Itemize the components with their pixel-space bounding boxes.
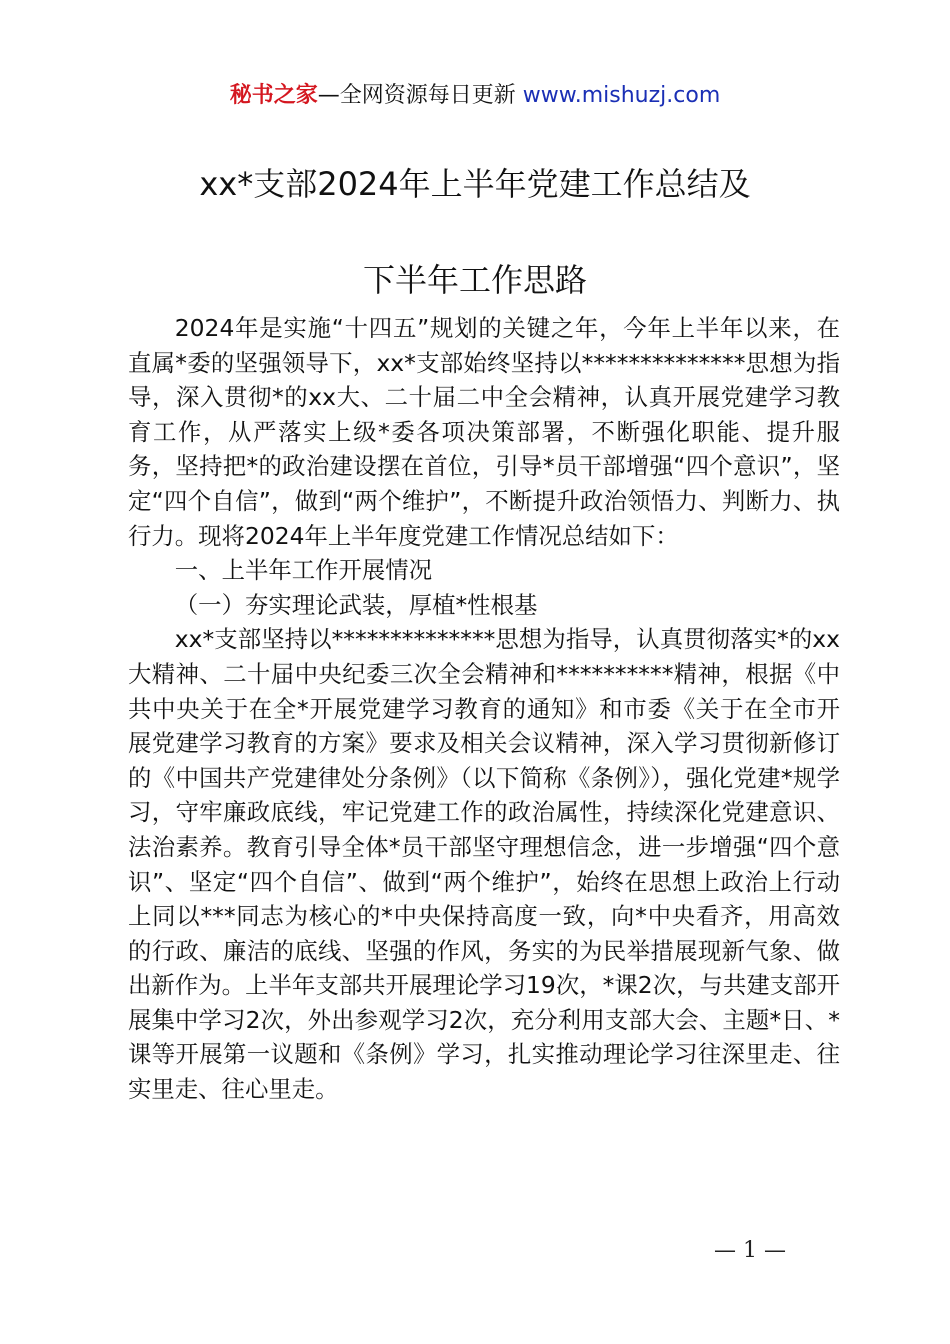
site-header xyxy=(0,80,950,112)
site-url-link[interactable]: www.mishuzj.com xyxy=(522,83,721,108)
document-body xyxy=(128,311,840,1107)
site-name: 秘书之家 xyxy=(229,83,318,108)
document-title-line-2: 下半年工作思路 xyxy=(362,261,587,299)
body-paragraph: xx*支部坚持以**************思想为指导，认真贯彻落实*的xx大精神、二十届中央纪委三次全会精神和**********精神，根据《中共中央关于在全*开展党建学习教育的通知》和市委《关于在全市开展党建学习教育的方案》要求及相关会议精神，深入学习贯彻新修订的《中国共产党建律处分条例》（以下简称《条例》），强化党建*规学习，守牢廉政底线，牢记党建工作的政治属性，持续深化党建意识、法治素养。教育引导全体*员干部坚守理想信念，进一步增强“四个意识”、坚定“四个自信”、做到“两个维护”，始终在思想上政治上行动上同以***同志为核心的*中央保持高度一致，向*中央看齐，用高效的行政、廉洁的底线、坚强的作风，务实的为民举措展现新气象、做出新作为。上半年支部共开展理论学习19次，*课2次，与共建支部开展集中学习2次，外出参观学习2次，充分利用支部大会、主题*日、*课等开展第一议题和《条例》学习，扎实推动理论学习往深里走、往实里走、往心里走。 xyxy=(128,625,840,1104)
intro-paragraph: 2024年是实施“十四五”规划的关键之年，今年上半年以来，在直属*委的坚强领导下，xx*支部始终坚持以**************思想为指导，深入贯彻*的xx大、二十届二中全会精神，认真开展党建学习教育工作，从严落实上级*委各项决策部署，不断强化职能、提升服务，坚持把*的政治建设摆在首位，引导*员干部增强“四个意识”，坚定“四个自信”，做到“两个维护”，不断提升政治领悟力、判断力、执行力。现将2024年上半年度党建工作情况总结如下： xyxy=(128,314,840,550)
section-heading: 一、上半年工作开展情况 xyxy=(174,556,433,585)
subsection-heading: （一）夯实理论武装，厚植*性根基 xyxy=(174,590,538,619)
document-title-line-1: xx*支部2024年上半年党建工作总结及 xyxy=(199,165,751,203)
site-tagline: —全网资源每日更新 xyxy=(317,83,523,108)
page-number: — 1 — xyxy=(714,1238,786,1263)
